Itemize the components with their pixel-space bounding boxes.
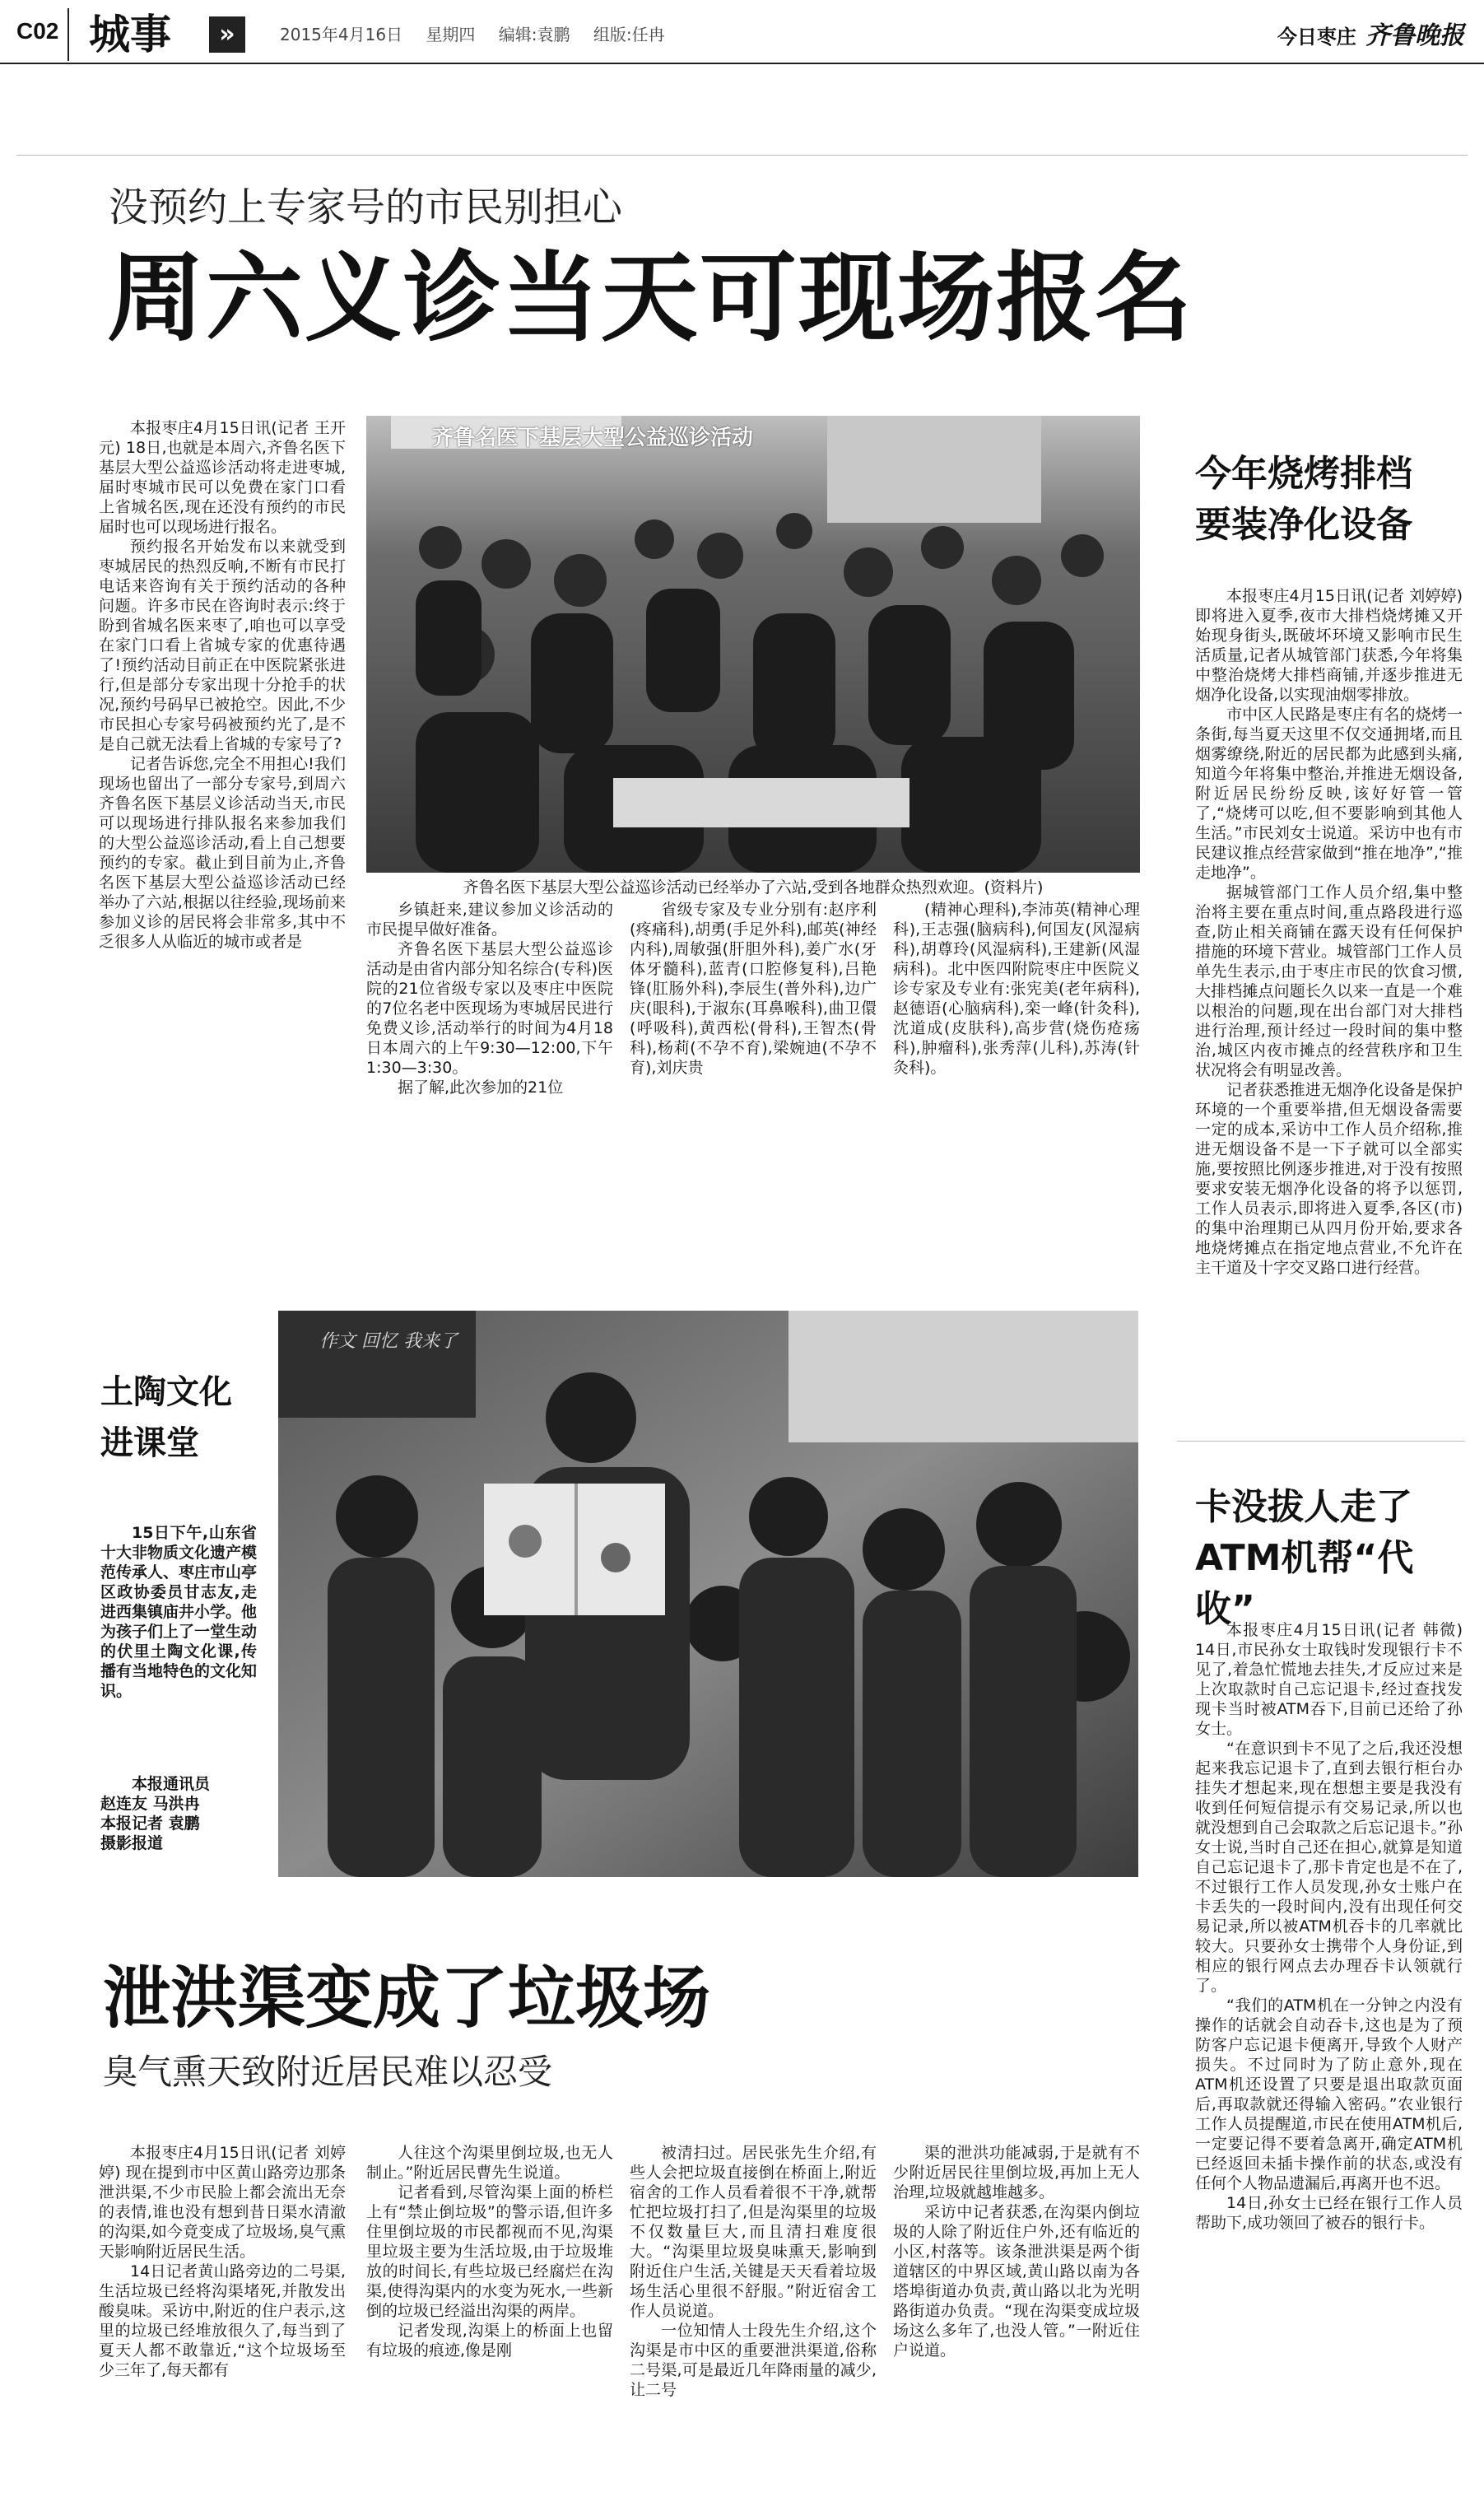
story2-headline — [1195, 449, 1467, 551]
story1-kicker: 没预约上专家号的市民别担心 — [109, 184, 623, 231]
story3-photo — [278, 1311, 1138, 1877]
paragraph: 本报枣庄4月15日讯(记者 韩微) 14日,市民孙女士取钱时发现银行卡不见了,着急忙慌地去挂失,才反应过来是上次取款时自己忘记退卡,经过查找发现卡当时被ATM吞下,目前已还给了孙女士。 — [1195, 1621, 1463, 1738]
story5-subhead: 臭气熏天致附近居民难以忍受 — [103, 2052, 553, 2092]
story3-credit-4: 摄影报道 — [100, 1834, 164, 1852]
paragraph: 本报枣庄4月15日讯(记者 刘婷婷) 现在提到市中区黄山路旁边那条泄洪渠,不少市民脸上都会流出无奈的表情,谁也没有想到昔日渠水清澈的沟渠,如今竟变成了垃圾场,臭气熏天影响附近居民生活。 — [99, 2144, 346, 2261]
header-bar — [0, 0, 1484, 64]
story4-headline-line1: 卡没拔人走了 — [1195, 1486, 1412, 1528]
story4-headline — [1195, 1482, 1467, 1635]
issue-weekday: 星期四 — [426, 25, 476, 44]
paragraph: 齐鲁名医下基层大型公益巡诊活动是由省内部分知名综合(专科)医院的21位省级专家以及枣庄中医院的7位名老中医现场为枣城居民进行免费义诊,活动举行的时间为4月18日本周六的上午9:30—12:00,下午1:30—3:30。 — [366, 940, 613, 1077]
editor-credit: 编辑:袁鹏 — [498, 25, 570, 44]
story5-headline: 泄洪渠变成了垃圾场 — [103, 1959, 711, 2038]
story2-headline-line2: 要装净化设备 — [1195, 504, 1412, 546]
story3-credit-1: 本报通讯员 — [132, 1775, 211, 1793]
paragraph: 记者告诉您,完全不用担心!我们现场也留出了一部分专家号,到周六齐鲁名医下基层义诊活动当天,市民可以现场进行排队报名来参加我们的大型公益巡诊活动,看上自己想要预约的专家。截止到目前为止,齐鲁名医下基层大型公益巡诊活动已经举办了六站,根据以往经验,现场前来参加义诊的居民将会非常多,其中不乏很多人从临近的城市或者是 — [99, 755, 346, 951]
story3-body — [100, 1523, 257, 1701]
photo-banner-text: 齐鲁名医下基层大型公益巡诊活动 — [432, 426, 754, 450]
paragraph: 本报枣庄4月15日讯(记者 刘婷婷) 即将进入夏季,夜市大排档烧烤摊又开始现身街头,既破坏环境又影响市民生活质量,记者从城管部门获悉,今年将集中整治烧烤大排档商铺,并逐步推进无烟净化设备,以实现油烟零排放。 — [1195, 587, 1463, 704]
header-rule — [0, 63, 1484, 64]
paragraph: 被清扫过。居民张先生介绍,有些人会把垃圾直接倒在桥面上,附近宿舍的工作人员看着很不干净,就帮忙把垃圾打扫了,但是沟渠里的垃圾不仅数量巨大,而且清扫难度很大。“沟渠里垃圾臭味熏天,影响到附近住户生活,关键是天天看着垃圾场生活心里很不舒服。”附近宿舍工作人员说道。 — [630, 2144, 877, 2320]
paragraph: 本报枣庄4月15日讯(记者 王开元) 18日,也就是本周六,齐鲁名医下基层大型公益巡诊活动将走进枣城,届时枣城市民可以免费在家门口看上省城名医,现在还没有预约的市民届时也可以现场进行报名。 — [99, 419, 346, 536]
story1-photo-caption: 齐鲁名医下基层大型公益巡诊活动已经举办了六站,受到各地群众热烈欢迎。(资料片) — [463, 878, 1044, 897]
story5-col4 — [893, 2143, 1140, 2360]
paragraph: 渠的泄洪功能减弱,于是就有不少附近居民往里倒垃圾,再加上无人治理,垃圾就越堆越多。 — [893, 2144, 1140, 2201]
brand-name: 齐鲁晚报 — [1365, 21, 1464, 50]
section-arrow-icon: » — [209, 16, 245, 53]
story1-photo — [366, 416, 1140, 873]
layout-credit: 组版:任冉 — [593, 25, 665, 44]
paragraph: 省级专家及专业分别有:赵序利(疼痛科),胡勇(手足外科),邮英(神经内科),周敏强(肝胆外科),姜广水(牙体牙髓科),蓝青(口腔修复科),吕艳锋(肛肠外科),李辰生(普外科),边广庆(眼科),于淑东(耳鼻喉科),曲卫儇(呼吸科),黄西松(骨科),王智杰(骨科),杨莉(不孕不育),梁婉迪(不孕不育),刘庆贵 — [630, 901, 877, 1077]
story3-headline-line1: 土陶文化 — [100, 1373, 232, 1411]
top-rule — [16, 155, 1468, 156]
paragraph: 预约报名开始发布以来就受到枣城居民的热烈反响,不断有市民打电话来咨询有关于预约活动的各种问题。许多市民在咨询时表示:终于盼到省城名医来枣了,咱也可以享受在家门口看上省城专家的优惠待遇了!预约活动目前正在中医院紧张进行,但是部分专家出现十分抢手的状况,预约号码早已被抢空。因此,不少市民担心专家号码被预约光了,是不是自己就无法看上省城的专家号了? — [99, 538, 346, 753]
paragraph: 14日记者黄山路旁边的二号渠,生活垃圾已经将沟渠堵死,并散发出酸臭味。采访中,附近的住户表示,这里的垃圾已经堆放很久了,每当到了夏天人都不敢靠近,“这个垃圾场至少三年了,每天都有 — [99, 2262, 346, 2379]
story5-col3 — [630, 2143, 877, 2400]
paragraph: 15日下午,山东省十大非物质文化遗产模范传承人、枣庄市山亭区政协委员甘志友,走进西集镇庙井小学。他为孩子们上了一堂生动的伏里土陶文化课,传播有当地特色的文化知识。 — [100, 1524, 258, 1700]
story1-col1 — [99, 418, 346, 952]
story5-col2 — [366, 2143, 613, 2360]
paragraph: 采访中记者获悉,在沟渠内倒垃圾的人除了附近住户外,还有临近的小区,村落等。该条泄洪渠是两个街道辖区的中界区域,黄山路以南为各塔埠街道办负责,黄山路以北为光明路街道办负责。“现在沟渠变成垃圾场这么多年了,也没人管。”一附近住户说道。 — [893, 2203, 1140, 2360]
paragraph: 14日,孙女士已经在银行工作人员帮助下,成功领回了被吞的银行卡。 — [1195, 2194, 1463, 2232]
issue-date: 2015年4月16日 — [280, 25, 403, 44]
story4-body — [1195, 1620, 1463, 2233]
paragraph: 记者发现,沟渠上的桥面上也留有垃圾的痕迹,像是刚 — [366, 2322, 613, 2360]
story3-headline — [100, 1367, 273, 1469]
story3-credits — [100, 1774, 265, 1853]
story1-headline: 周六义诊当天可现场报名 — [107, 241, 1194, 355]
paragraph: “在意识到卡不见了之后,我还没想起来我忘记退卡了,直到去银行柜台办挂失才想起来,现在想想主要是我没有收到任何短信提示有交易记录,所以也就没想到自己会取款之后忘记退卡。”孙女士说,当时自己还在担心,就算是知道自己忘记退卡了,那卡肯定也是不在了,不过银行工作人员发现,孙女士账户在卡丢失的一段时间内,没有出现任何交易记录,所以被ATM机吞卡的几率就比较大。只要孙女士携带个人身份证,到相应的银行网点去办理吞卡认领就行了。 — [1195, 1740, 1463, 1995]
header-divider — [67, 8, 69, 61]
story1-col3 — [630, 900, 877, 1078]
paragraph: “我们的ATM机在一分钟之内没有操作的话就会自动吞卡,这也是为了预防客户忘记退卡便离开,导致个人财产损失。不过同时为了防止意外,现在ATM机还设置了只要是退出取款页面后,再取款就还得输入密码。”农业银行工作人员提醒道,市民在使用ATM机后,一定要记得不要着急离开,确定ATM机已经返回未插卡操作前的状态,或没有任何个人物品遗漏后,再离开也不迟。 — [1195, 1996, 1463, 2192]
story1-col4 — [893, 900, 1140, 1078]
story5-col1 — [99, 2143, 346, 2380]
paragraph: 市中区人民路是枣庄有名的烧烤一条街,每当夏天这里不仅交通拥堵,而且烟雾缭绕,附近的居民都为此感到头痛,知道今年将集中整治,并推进无烟设备,附近居民纷纷反映,该好好管一管了,“烧烤可以吃,但不要影响到其他人生活。”市民刘女士说道。采访中也有市民建议推点经营家做到“推在地净”,“推走地净”。 — [1195, 706, 1463, 882]
page-code: C02 — [16, 18, 59, 44]
blackboard-writing: 作文 回忆 我来了 — [319, 1331, 458, 1352]
masthead — [1277, 15, 1464, 51]
paragraph: 记者看到,尽管沟渠上面的桥栏上有“禁止倒垃圾”的警示语,但许多住里倒垃圾的市民都视而不见,沟渠里垃圾主要为生活垃圾,由于垃圾堆放的时间长,有些垃圾已经腐烂在沟渠,使得沟渠内的水变为死水,一些新倒的垃圾已经溢出沟渠的两岸。 — [366, 2183, 613, 2320]
paragraph: 乡镇赶来,建议参加义诊活动的市民提早做好准备。 — [366, 901, 613, 939]
story2-headline-line1: 今年烧烤排档 — [1195, 453, 1412, 495]
paragraph: 人往这个沟渠里倒垃圾,也无人制止。”附近居民曹先生说道。 — [366, 2144, 613, 2182]
section-title: 城事 — [89, 11, 171, 58]
paper-name: 今日枣庄 — [1277, 26, 1356, 49]
paragraph: 一位知情人士段先生介绍,这个沟渠是市中区的重要泄洪渠道,俗称二号渠,可是最近几年降雨量的减少,让二号 — [630, 2322, 877, 2399]
story1-col2 — [366, 900, 613, 1097]
paragraph: 记者获悉推进无烟净化设备是保护环境的一个重要举措,但无烟设备需要一定的成本,采访中工作人员介绍称,推进无烟设备不是一下子就可以全部实施,要按照比例逐步推进,对于没有按照要求安装无烟净化设备的将予以惩罚,工作人员表示,即将进入夏季,各区(市)的集中治理期已从四月份开始,要求各地烧烤摊点在指定地点营业,不允许在主干道及十字交叉路口进行经营。 — [1195, 1081, 1463, 1277]
story3-credit-2: 赵连友 马洪冉 — [100, 1795, 200, 1813]
header-meta — [280, 21, 665, 45]
story3-credit-3: 本报记者 袁鹏 — [100, 1815, 200, 1833]
right-column-divider — [1177, 1441, 1465, 1442]
paragraph: 据城管部门工作人员介绍,集中整治将主要在重点时间,重点路段进行巡查,防止相关商铺在露天设有任何保护措施的环境下营业。城管部门工作人员单先生表示,由于枣庄市民的饮食习惯,大排档摊点问题长久以来一直是一个难以根治的问题,现在出台部门对大排档进行治理,预计经过一段时间的集中整治,城区内夜市摊点的经营秩序和卫生状况将会有明显改善。 — [1195, 883, 1463, 1079]
paragraph: 据了解,此次参加的21位 — [398, 1078, 564, 1097]
story2-body — [1195, 586, 1463, 1278]
paragraph: (精神心理科),李沛英(精神心理科),王志强(脑病科),何国友(风湿病科),胡尊玲(风湿病科),王建新(风湿病科)。北中医四附院枣庄中医院义诊专家及专业有:张宪美(老年病科),赵德语(心脑病科),栾一峰(针灸科),沈道成(皮肤科),高步营(烧伤疮疡科),肿瘤科),张秀萍(儿科),苏涛(针灸科)。 — [893, 901, 1140, 1077]
story4-headline-line2: ATM机帮“代收” — [1195, 1537, 1414, 1630]
story3-headline-line2: 进课堂 — [100, 1424, 199, 1462]
